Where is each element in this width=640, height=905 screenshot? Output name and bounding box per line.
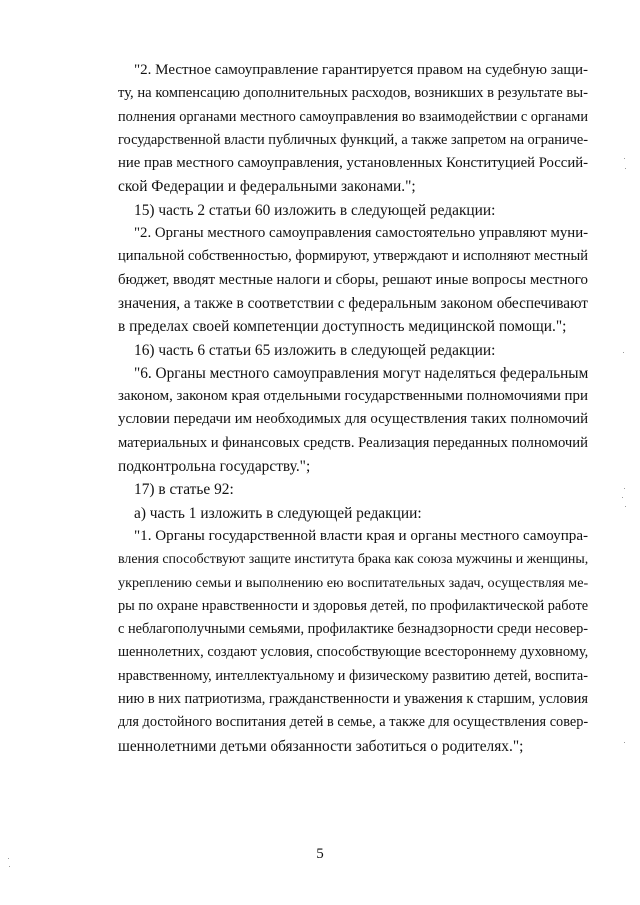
text-line: а) часть 1 изложить в следующей редакции:	[134, 504, 422, 522]
text-line: ской Федерации и федеральными законами.";	[118, 178, 416, 196]
scan-artifact	[625, 506, 626, 507]
text-line: шеннолетних, создают условия, способствующие всестороннему духовному,	[118, 644, 589, 661]
text-line: условии передачи им необходимых для осуществления таких полномочий	[118, 411, 589, 428]
scan-artifact	[622, 497, 623, 498]
text-line: ры по охране нравственности и здоровья детей, по профилактической работе	[118, 597, 589, 614]
text-line: "1. Органы государственной власти края и органы местного самоупра-	[134, 527, 589, 544]
text-line: 16) часть 6 статьи 65 изложить в следующей редакции:	[134, 341, 496, 359]
text-line: для достойного воспитания детей в семье, а также для осуществления совер-	[118, 714, 589, 731]
text-line: 17) в статье 92:	[134, 481, 234, 499]
text-line: 15) часть 2 статьи 60 изложить в следующей редакции:	[134, 201, 496, 219]
text-line: с неблагополучными семьями, профилактике безнадзорности среди несовер-	[118, 621, 588, 638]
text-line: "6. Органы местного самоуправления могут наделяться федеральным	[134, 364, 589, 382]
text-line: ние прав местного самоуправления, установленных Конституцией Россий-	[118, 155, 588, 172]
text-line: в пределах своей компетенции доступность медицинской помощи.";	[118, 318, 567, 336]
scan-artifact	[9, 866, 10, 867]
text-line: "2. Органы местного самоуправления самостоятельно управляют муни-	[134, 225, 589, 242]
text-line: вления способствуют защите института брака как союза мужчины и женщины,	[118, 552, 589, 568]
document-body	[118, 59, 588, 758]
text-line: укреплению семьи и выполнению ею воспитательных задач, осуществляя ме-	[118, 574, 589, 591]
page-number: 5	[316, 846, 324, 862]
scan-artifact	[625, 168, 626, 169]
text-line: законом, законом края отдельными государственными полномочиями при	[118, 388, 588, 405]
scan-artifact	[624, 488, 625, 489]
scan-artifact	[624, 742, 625, 743]
text-line: "2. Местное самоуправление гарантируется правом на судебную защи-	[134, 62, 588, 78]
text-line: полнения органами местного самоуправления во взаимодействии с органами	[118, 108, 588, 125]
text-line: ту, на компенсацию дополнительных расходов, возникших в результате вы-	[118, 85, 588, 102]
text-line: нравственному, интеллектуальному и физическому развитию детей, воспита-	[118, 667, 588, 684]
scan-artifact	[623, 352, 624, 353]
text-line: нию в них патриотизма, гражданственности и уважения к старшим, условия	[118, 691, 588, 708]
text-line: шеннолетними детьми обязанности заботиться о родителях.";	[118, 737, 524, 755]
text-line: бюджет, вводят местные налоги и сборы, решают иные вопросы местного	[118, 271, 588, 288]
text-line: значения, а также в соответствии с федеральным законом обеспечивают	[118, 294, 588, 312]
text-line: материальных и финансовых средств. Реализация переданных полномочий	[118, 434, 588, 451]
text-line: ципальной собственностью, формируют, утверждают и исполняют местный	[118, 248, 588, 265]
text-line: подконтрольна государству.";	[118, 458, 311, 476]
scan-artifact	[8, 858, 9, 859]
text-line: государственной власти публичных функций, а также запретом на ограниче-	[118, 131, 589, 148]
scan-artifact	[624, 158, 625, 159]
